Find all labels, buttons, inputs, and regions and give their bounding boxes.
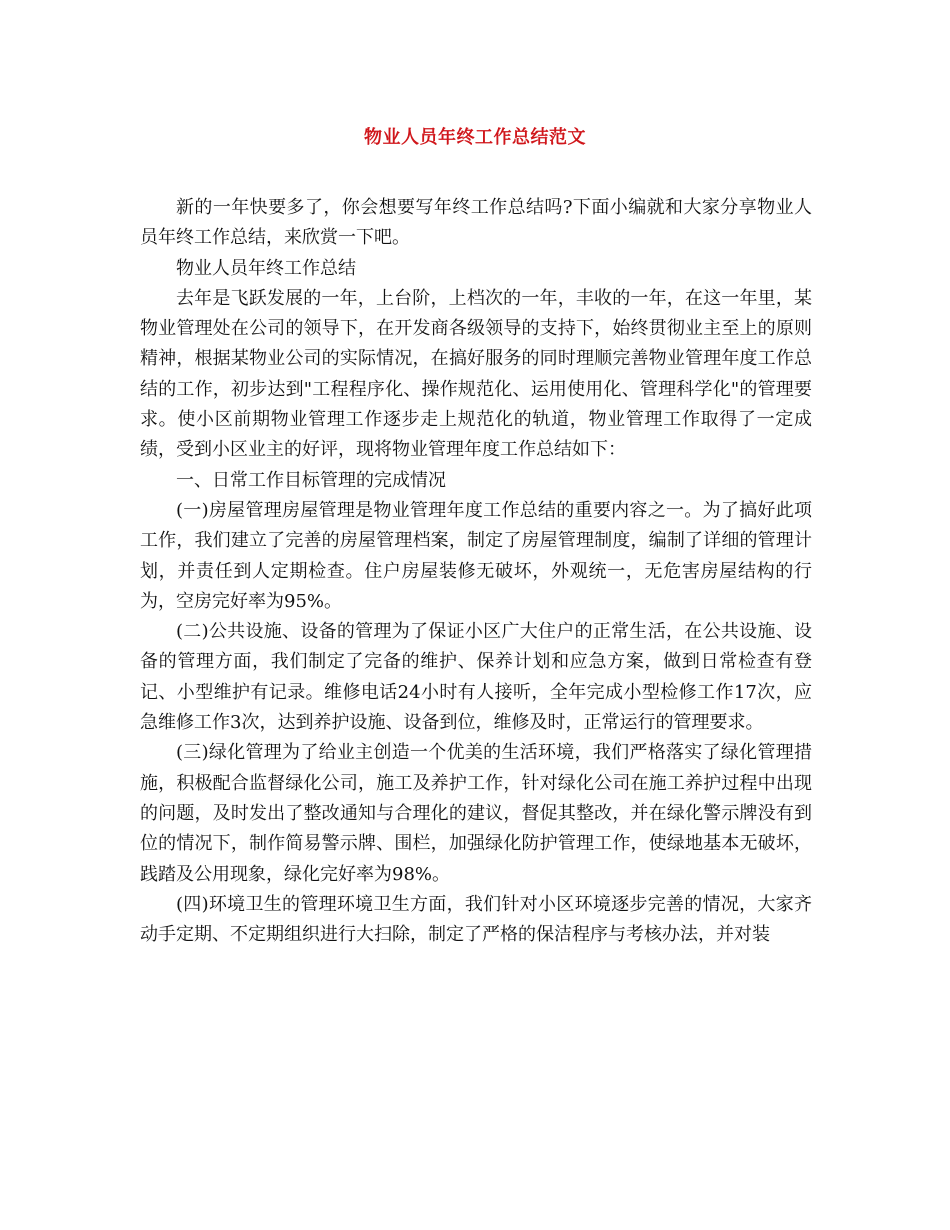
paragraph-intro: 新的一年快要多了，你会想要写年终工作总结吗?下面小编就和大家分享物业人员年终工作总结，来欣赏一下吧。 <box>140 197 812 249</box>
paragraph-sanitation: (四)环境卫生的管理环境卫生方面，我们针对小区环境逐步完善的情况，大家齐动手定期、不定期组织进行大扫除，制定了严格的保洁程序与考核办法，并对装 <box>140 893 812 946</box>
paragraph-housing: (一)房屋管理房屋管理是物业管理年度工作总结的重要内容之一。为了搞好此项工作，我们建立了完善的房屋管理档案，制定了房屋管理制度，编制了详细的管理计划，并责任到人定期检查。住户房屋装修无破坏，外观统一，无危害房屋结构的行为，空房完好率为95%。 <box>140 499 812 612</box>
paragraph-facilities: (二)公共设施、设备的管理为了保证小区广大住户的正常生活，在公共设施、设备的管理方面，我们制定了完备的维护、保养计划和应急方案，做到日常检查有登记、小型维护有记录。维修电话24小时有人接听，全年完成小型检修工作17次，应急维修工作3次，达到养护设施、设备到位，维修及时，正常运行的管理要求。 <box>140 621 812 734</box>
section-heading: 一、日常工作目标管理的完成情况 <box>176 469 446 491</box>
paragraph-subtitle: 物业人员年终工作总结 <box>176 257 356 279</box>
document-title: 物业人员年终工作总结范文 <box>364 127 586 148</box>
document-body <box>140 193 812 950</box>
paragraph-overview: 去年是飞跃发展的一年，上台阶，上档次的一年，丰收的一年，在这一年里，某物业管理处在公司的领导下，在开发商各级领导的支持下，始终贯彻业主至上的原则精神，根据某物业公司的实际情况，在搞好服务的同时理顺完善物业管理年度工作总结的工作，初步达到"工程程序化、操作规范化、运用使用化、管理科学化"的管理要求。使小区前期物业管理工作逐步走上规范化的轨道，物业管理工作取得了一定成绩，受到小区业主的好评，现将物业管理年度工作总结如下： <box>140 287 812 461</box>
paragraph-greening: (三)绿化管理为了给业主创造一个优美的生活环境，我们严格落实了绿化管理措施，积极配合监督绿化公司，施工及养护工作，针对绿化公司在施工养护过程中出现的问题，及时发出了整改通知与合理化的建议，督促其整改，并在绿化警示牌没有到位的情况下，制作简易警示牌、围栏，加强绿化防护管理工作，使绿地基本无破坏，践踏及公用现象，绿化完好率为98%。 <box>140 742 812 885</box>
